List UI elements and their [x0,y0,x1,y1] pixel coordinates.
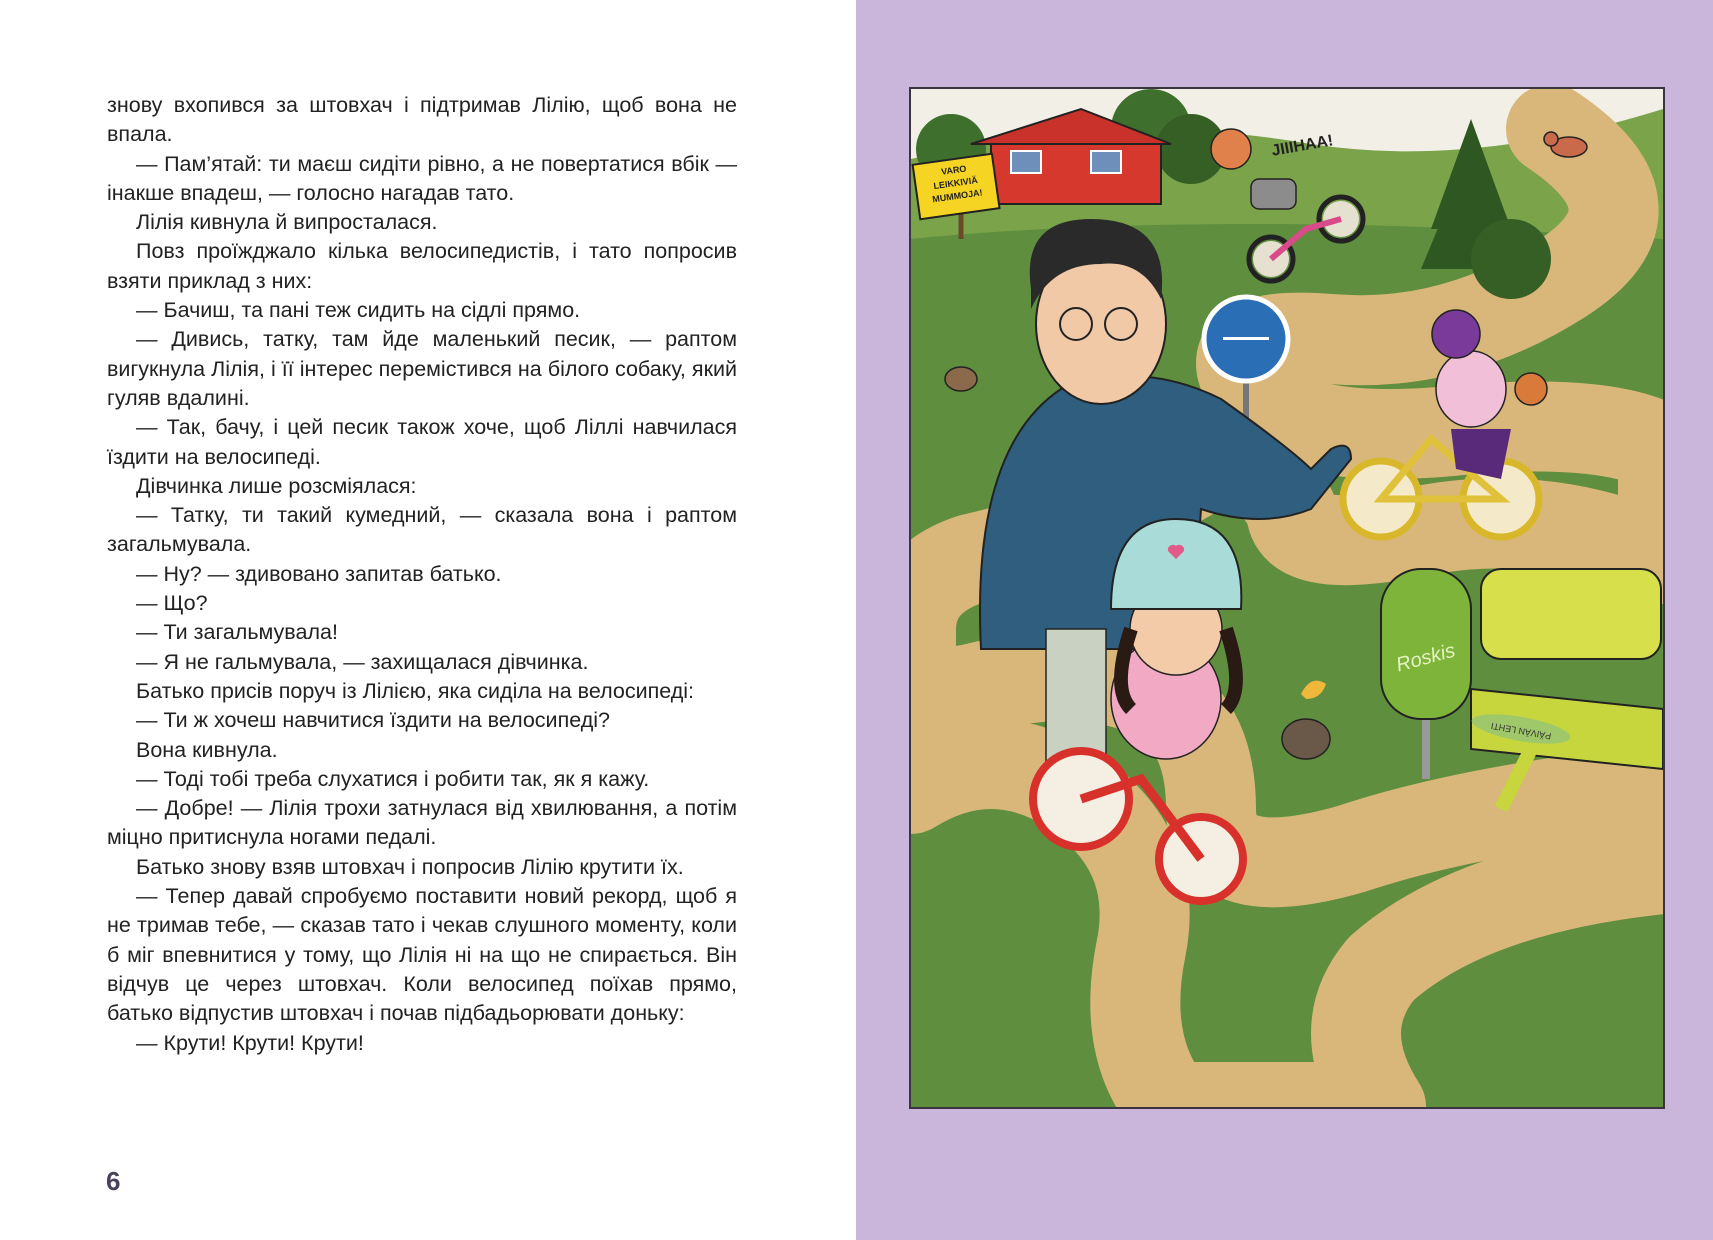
paragraph: — Я не гальмувала, — захищалася дівчинка. [136,649,589,674]
paragraph: — Татку, ти такий кумедний, — сказала вона і раптом загальмувала. [107,503,737,557]
paragraph: — Тоді тобі треба слухатися і робити так, як я кажу. [136,766,650,791]
sign-line-3: MUMMOJA! [931,187,984,205]
newspaper-text: PÄIVÄN LEHTI [1490,720,1552,742]
paragraph: — Бачиш, та пані теж сидить на сідлі прямо. [136,298,581,323]
paragraph: Вона кивнула. [136,737,278,762]
paragraph: — Ти загальмувала! [136,620,338,645]
paragraph: — Ти ж хочеш навчитися їздити на велосипеді? [136,708,610,733]
park-scene [911,89,1663,1107]
paragraph: — Так, бачу, і цей песик також хоче, щоб Ліллі навчилася їздити на велосипеді. [107,415,737,469]
paragraph: — Що? [136,591,208,616]
bird-with-feather [1282,719,1330,759]
paragraph: — Крути! Крути! Крути! [136,1030,364,1055]
paragraph: Дівчинка лише розсміялася: [136,473,417,498]
shout-text: JIIIHAA! [1270,132,1335,160]
story-text [107,91,737,1058]
sign-line-1: VARO [940,163,968,177]
left-page [0,0,856,1240]
paragraph: — Тепер давай спробуємо поставити новий рекорд, щоб я не тримав тебе, — сказав тато і чекав слушного моменту, коли б міг впевнитися у тому, що Лілія ні на що не спирається. Він відчув це через штовхач. Коли велосипед поїхав прямо, батько відпустив штовхач і почав підбадьорювати доньку: [107,884,737,1026]
paragraph: знову вхопився за штовхач і підтримав Лілію, щоб вона не впала. [107,93,737,147]
paragraph: — Дивись, татку, там йде маленький песик, — раптом вигукнула Лілія, і її інтерес перемістився на білого собаку, який гуляв вдалині. [107,327,737,410]
illustration [909,87,1665,1109]
paragraph: — Ну? — здивовано запитав батько. [136,561,502,586]
page-number: 6 [106,1166,121,1196]
bird-small [945,367,977,391]
paragraph: Батько присів поруч із Лілією, яка сиділа на велосипеді: [136,678,695,703]
paragraph: Лілія кивнула й випросталася. [136,210,438,235]
sign-line-2: LEIKKIVIÄ [932,174,979,192]
paragraph: Батько знову взяв штовхач і попросив Лілію крутити їх. [136,854,684,879]
paragraph: — Добре! — Лілія трохи затнулася від хвилювання, а потім міцно притиснула ногами педалі. [107,796,737,850]
paragraph: — Пам’ятай: ти маєш сидіти рівно, а не повертатися вбік — інакше впадеш, — голосно нагадав тато. [107,151,737,205]
bin-label: Roskis [1393,639,1458,677]
paragraph: Повз проїжджало кілька велосипедистів, і тато попросив взяти приклад з них: [107,239,737,293]
